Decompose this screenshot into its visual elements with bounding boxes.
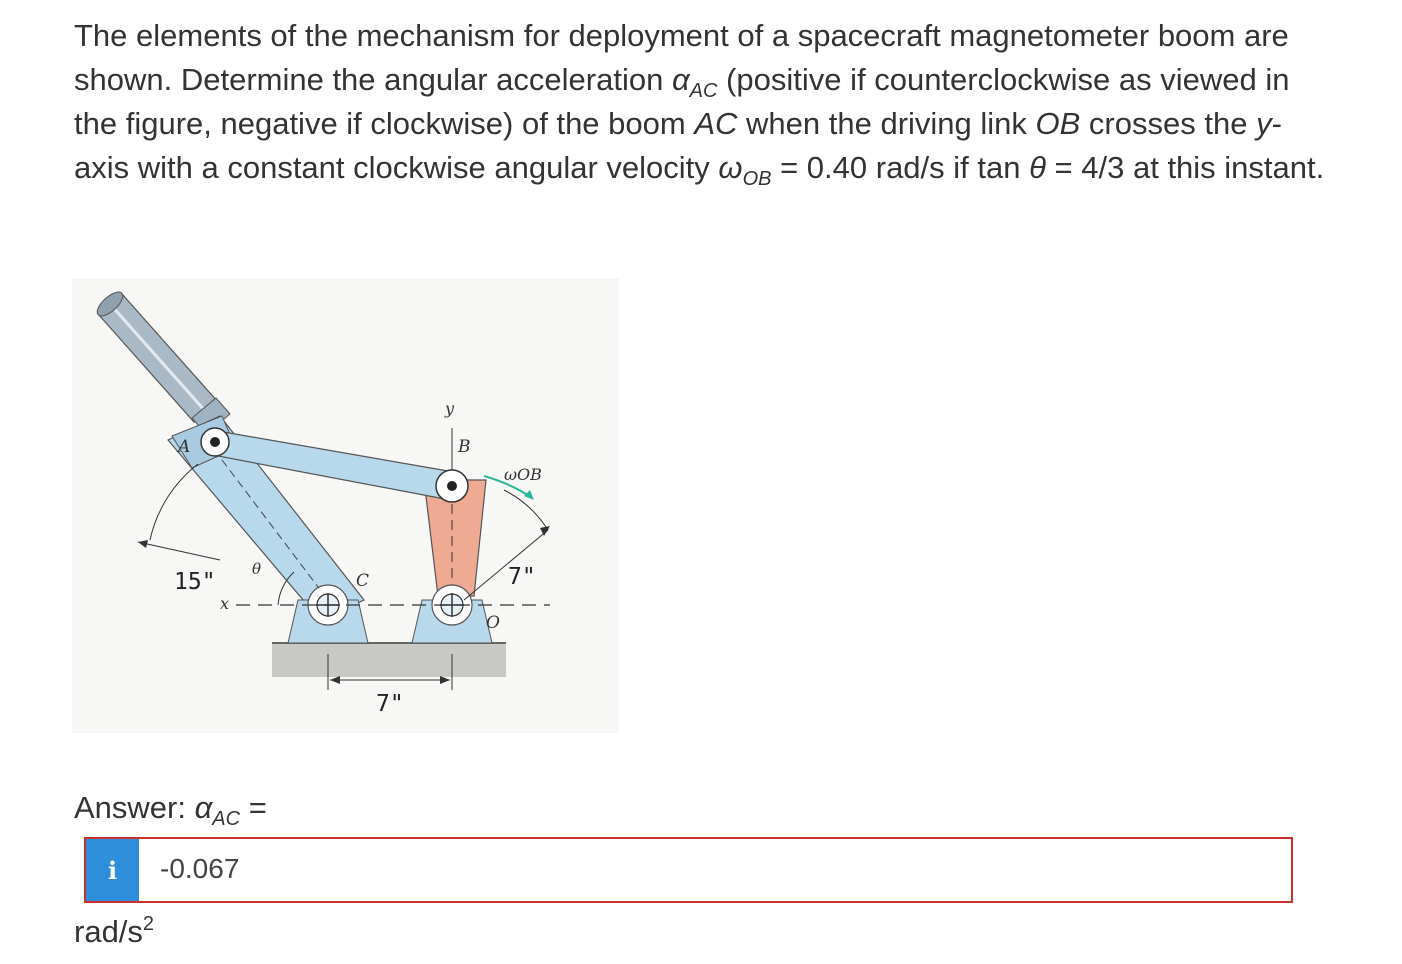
label-o: O [486,613,500,633]
label-x: x [220,594,230,613]
answer-input[interactable] [84,837,1293,903]
info-icon[interactable]: i [86,839,139,901]
label-c: C [356,571,370,591]
omega-arrowhead [524,490,534,500]
dim-base-label: 7" [376,691,404,717]
label-b: B [458,437,471,457]
question-text: The elements of the mechanism for deployment of a spacecraft magnetometer boom are shown. Determine the angular acceleration $\alpha_{AC}$ (positive if counterclockwise as viewed in the figure, negative if clockwise) of the boom AC when the driving link OB crosses the y-axis with a constant clockwise angular velocity $\omega_{OB} = 0.40$ rad/s if tan θ = 4/3 at this instant. [74,18,1325,190]
label-a: A [178,437,191,457]
dim-ob-label: 7" [508,564,536,590]
units-label: rad/$s^2$ [74,913,155,949]
boom-centerline [222,460,334,608]
pin-a-center [210,437,220,447]
dim-15-label: 15" [174,569,216,595]
boom-highlight [110,304,206,412]
dim-base-arrow-right [440,676,450,684]
dim-ob-arrow [540,526,550,536]
dim-15-arc [150,464,198,540]
answer-label: Answer: $\alpha_{AC}$ = [74,790,267,830]
label-y: y [445,399,455,418]
label-theta: θ [252,560,262,578]
mechanism-figure [72,278,619,733]
ground-base [272,643,506,677]
answer-value[interactable]: -0.067 [160,853,240,884]
dim-15-arrow [138,540,148,548]
mechanism-diagram [72,278,619,733]
label-omega-ob: ωOB [504,465,542,484]
dim-15-line [138,542,220,560]
dim-base-arrow-left [330,676,340,684]
pin-b-center [447,481,457,491]
